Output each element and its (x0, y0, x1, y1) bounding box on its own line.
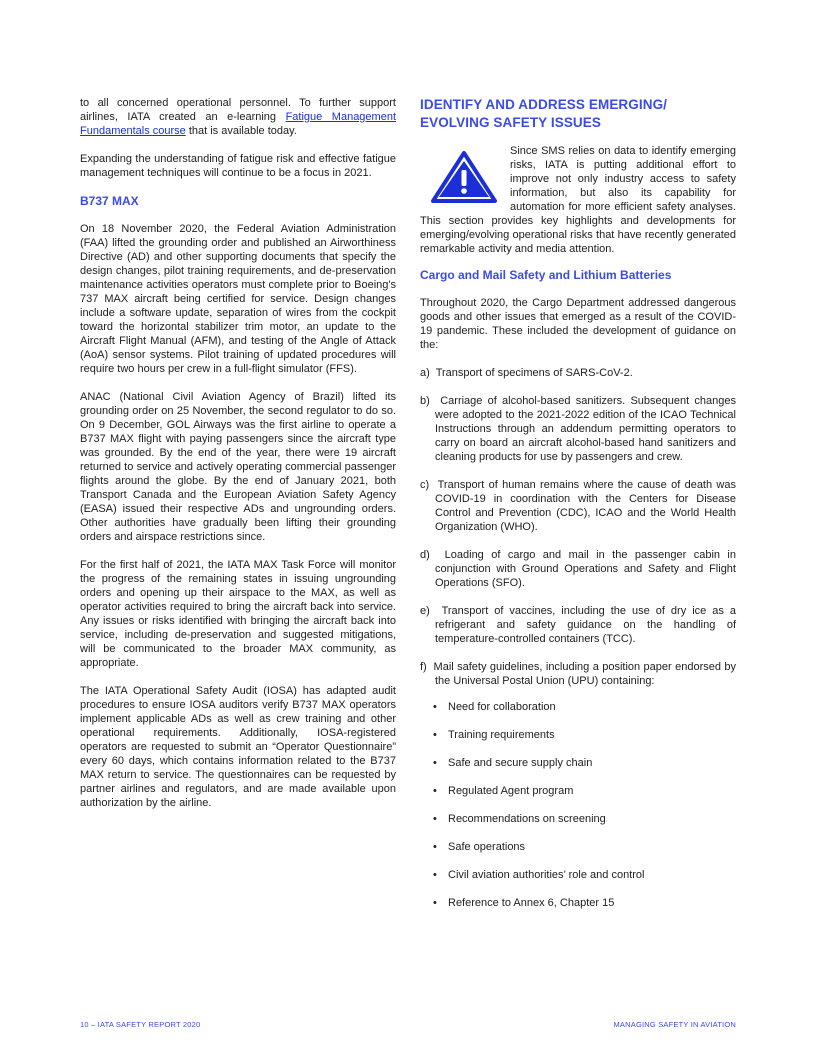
list-item: d) Loading of cargo and mail in the passenger cabin in conjunction with Ground Operations and Safety and Flight Operations (SFO). (420, 549, 736, 589)
paragraph-anac: ANAC (National Civil Aviation Agency of Brazil) lifted its grounding order on 25 November, the second regulator to do so. On 9 December, GOL Airways was the first airline to operate a B737 MAX flight with paying passengers since the aircraft type was grounded. By the end of the year, there were 19 aircraft returned to service and actively operating commercial passenger flights around the globe. By the end of January 2021, both Transport Canada and the European Aviation Safety Agency (EASA) issued their respective ADs and ungrounding orders. Other authorities have gradually been lifting their grounding orders and airspace restrictions since. (80, 391, 396, 543)
footer-page-label: 10 – IATA SAFETY REPORT 2020 (80, 1020, 201, 1029)
list-item: a) Transport of specimens of SARS-CoV-2. (420, 367, 633, 379)
left-column (80, 96, 396, 824)
list-item: b) Carriage of alcohol-based sanitizers. Subsequent changes were adopted to the 2021-2022 edition of the ICAO Technical Instructions through an addendum permitting operators to carry on board an aircraft alcohol-based hand sanitizers and cleaning products for use by passengers and crew. (420, 395, 736, 463)
section-title: IDENTIFY AND ADDRESS EMERGING/ EVOLVING SAFETY ISSUES (420, 97, 668, 130)
list-item: f) Mail safety guidelines, including a position paper endorsed by the Universal Postal Union (UPU) containing: (420, 661, 736, 687)
bullet-icon: • (433, 729, 437, 741)
bullet-item: • Need for collaboration (433, 701, 556, 713)
paragraph-faa-order: On 18 November 2020, the Federal Aviation Administration (FAA) lifted the grounding order and published an Airworthiness Directive (AD) and other supporting documents that specify the design changes, pilot training requirements, and de-preservation maintenance activities operators must complete prior to Boeing's 737 MAX aircraft being certified for service. Design changes include a software update, separation of wires from the cockpit toward the horizontal stabilizer trim motor, an update to the Aircraft Flight Manual (AFM), and testing of the Angle of Attack (AoA) sensor systems. Pilot training of updated procedures will require two hours per crew in a full-flight simulator (FFS). (80, 223, 396, 375)
b737-max-heading: B737 MAX (80, 194, 139, 208)
mail-safety-bullets (420, 700, 736, 910)
bullet-icon: • (433, 897, 437, 909)
paragraph-iosa: The IATA Operational Safety Audit (IOSA) has adapted audit procedures to ensure IOSA auditors verify B737 MAX operators implement applicable ADs as well as crew training and other operational requirements. Additionally, IOSA-registered operators are requested to submit an “Operator Questionnaire” every 60 days, which contains information related to the B737 MAX return to service. The questionnaires can be requested by partner airlines and regulators, and are made available upon authorization by the airline. (80, 685, 396, 809)
right-column (420, 96, 736, 924)
bullet-icon: • (433, 785, 437, 797)
paragraph-fatigue-focus: Expanding the understanding of fatigue risk and effective fatigue management techniques will continue to be a focus in 2021. (80, 153, 396, 179)
paragraph-fatigue-course: to all concerned operational personnel. To further support airlines, IATA created an e-learning Fatigue Management Fundamentals course that is available today. (80, 97, 396, 137)
list-item: e) Transport of vaccines, including the use of dry ice as a refrigerant and safety guidance on the handling of temperature-controlled containers (TCC). (420, 605, 736, 645)
list-item: c) Transport of human remains where the cause of death was COVID-19 in coordination with the Centers for Disease Control and Prevention (CDC), ICAO and the World Health Organization (WHO). (420, 479, 736, 533)
warning-triangle-icon (430, 150, 498, 204)
cargo-heading: Cargo and Mail Safety and Lithium Batteries (420, 268, 672, 282)
bullet-item: • Reference to Annex 6, Chapter 15 (433, 897, 615, 909)
bullet-item: • Recommendations on screening (433, 813, 606, 825)
paragraph-max-task-force: For the first half of 2021, the IATA MAX Task Force will monitor the progress of the remaining states in issuing ungrounding orders and opening up their airspace to the MAX, as well as operator activities required to bring the aircraft back into service. Any issues or risks identified with bringing the aircraft back into service, including de-preservation and suggested mitigations, will be communicated to the broader MAX community, as appropriate. (80, 559, 396, 669)
bullet-item: • Safe operations (433, 841, 526, 853)
bullet-item: • Training requirements (433, 729, 555, 741)
guidance-list (420, 366, 736, 688)
bullet-item: • Civil aviation authorities’ role and control (433, 869, 645, 881)
bullet-item: • Regulated Agent program (433, 785, 574, 797)
bullet-icon: • (433, 701, 437, 713)
footer-section-label: MANAGING SAFETY IN AVIATION (613, 1020, 736, 1029)
bullet-icon: • (433, 869, 437, 881)
fatigue-course-link[interactable]: Fatigue Management Fundamentals course (80, 111, 396, 137)
section-intro: Since SMS relies on data to identify emerging risks, IATA is putting additional effort to improve not only industry access to safety information, but also its capability for automation for more efficient safety analyses. This section provides key highlights and developments for emerging/evolving operational risks that have recently generated remarkable activity and media attention. (420, 145, 736, 255)
cargo-intro: Throughout 2020, the Cargo Department addressed dangerous goods and other issues that emerged as a result of the COVID-19 pandemic. These included the development of guidance on the: (420, 297, 736, 351)
bullet-icon: • (433, 813, 437, 825)
bullet-icon: • (433, 757, 437, 769)
bullet-item: • Safe and secure supply chain (433, 757, 593, 769)
bullet-icon: • (433, 841, 437, 853)
